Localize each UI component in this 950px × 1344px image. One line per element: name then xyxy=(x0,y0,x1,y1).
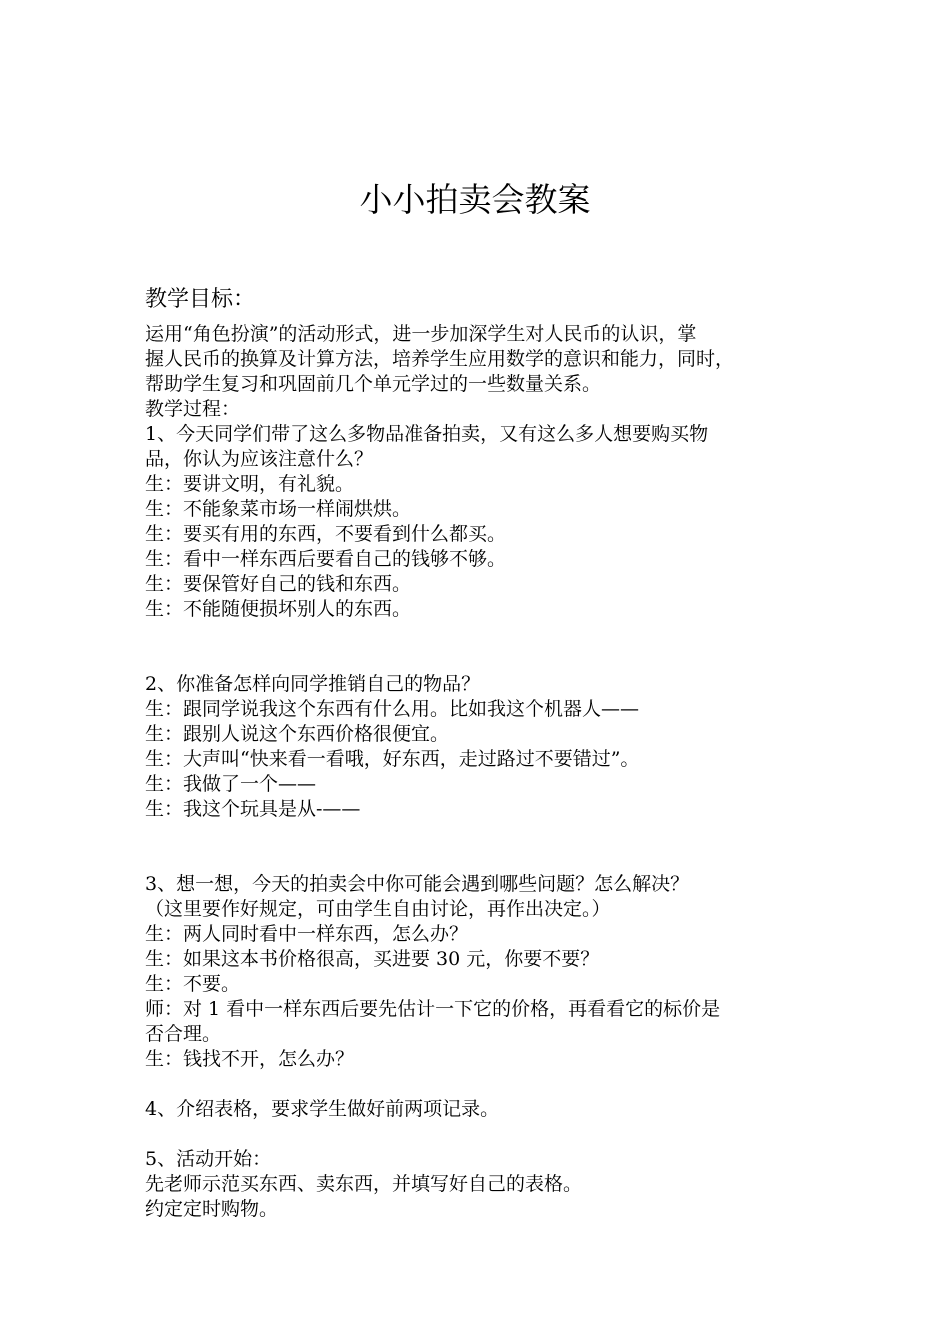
goal-heading: 教学目标： xyxy=(145,287,256,312)
text-line: 生：跟同学说我这个东西有什么用。比如我这个机器人—— xyxy=(145,698,640,720)
text-line: 生：不要。 xyxy=(145,973,241,995)
text-line: 生：要讲文明，有礼貌。 xyxy=(145,473,355,495)
text-line: （这里要作好规定，可由学生自由讨论，再作出决定。） xyxy=(145,898,611,920)
text-line: 生：如果这本书价格很高，买进要 30 元，你要不要？ xyxy=(145,948,600,970)
text-line: 握人民币的换算及计算方法，培养学生应用数学的意识和能力，同时， xyxy=(145,348,735,370)
text-line: 生：大声叫“快来看一看哦，好东西，走过路过不要错过”。 xyxy=(145,748,640,770)
text-line: 教学过程： xyxy=(145,398,241,420)
text-line: 2、你准备怎样向同学推销自己的物品？ xyxy=(145,673,481,695)
document-title: 小小拍卖会教案 xyxy=(359,180,591,219)
blank-line xyxy=(145,822,825,847)
text-line: 生：跟别人说这个东西价格很便宜。 xyxy=(145,723,450,745)
text-line: 生：我做了一个—— xyxy=(145,773,317,795)
text-line: 生：不能随便损坏别人的东西。 xyxy=(145,598,412,620)
text-line: 先老师示范买东西、卖东西，并填写好自己的表格。 xyxy=(145,1173,583,1195)
blank-line xyxy=(145,647,825,672)
text-line: 生：两人同时看中一样东西，怎么办？ xyxy=(145,923,469,945)
text-line: 生：看中一样东西后要看自己的钱够不够。 xyxy=(145,548,507,570)
text-line: 5、活动开始： xyxy=(145,1148,272,1170)
text-line: 生：要保管好自己的钱和东西。 xyxy=(145,573,412,595)
text-line: 否合理。 xyxy=(145,1023,222,1045)
document-body xyxy=(145,322,825,1222)
blank-line xyxy=(145,622,825,647)
blank-line xyxy=(145,847,825,872)
text-line: 品，你认为应该注意什么？ xyxy=(145,448,374,470)
text-line: 4、介绍表格，要求学生做好前两项记录。 xyxy=(145,1098,500,1120)
text-line: 生：不能象菜市场一样闹烘烘。 xyxy=(145,498,412,520)
text-line: 生：钱找不开，怎么办？ xyxy=(145,1048,355,1070)
blank-line xyxy=(145,1072,825,1097)
text-line: 约定定时购物。 xyxy=(145,1198,279,1220)
blank-line xyxy=(145,1122,825,1147)
text-line: 帮助学生复习和巩固前几个单元学过的一些数量关系。 xyxy=(145,373,602,395)
text-line: 师：对 1 看中一样东西后要先估计一下它的价格，再看看它的标价是 xyxy=(145,998,721,1020)
text-line: 运用“角色扮演”的活动形式，进一步加深学生对人民币的认识，掌 xyxy=(145,323,697,345)
text-line: 生：我这个玩具是从-—— xyxy=(145,798,361,820)
text-line: 生：要买有用的东西，不要看到什么都买。 xyxy=(145,523,507,545)
text-line: 1、今天同学们带了这么多物品准备拍卖，又有这么多人想要购买物 xyxy=(145,423,709,445)
text-line: 3、想一想，今天的拍卖会中你可能会遇到哪些问题？怎么解决？ xyxy=(145,873,690,895)
